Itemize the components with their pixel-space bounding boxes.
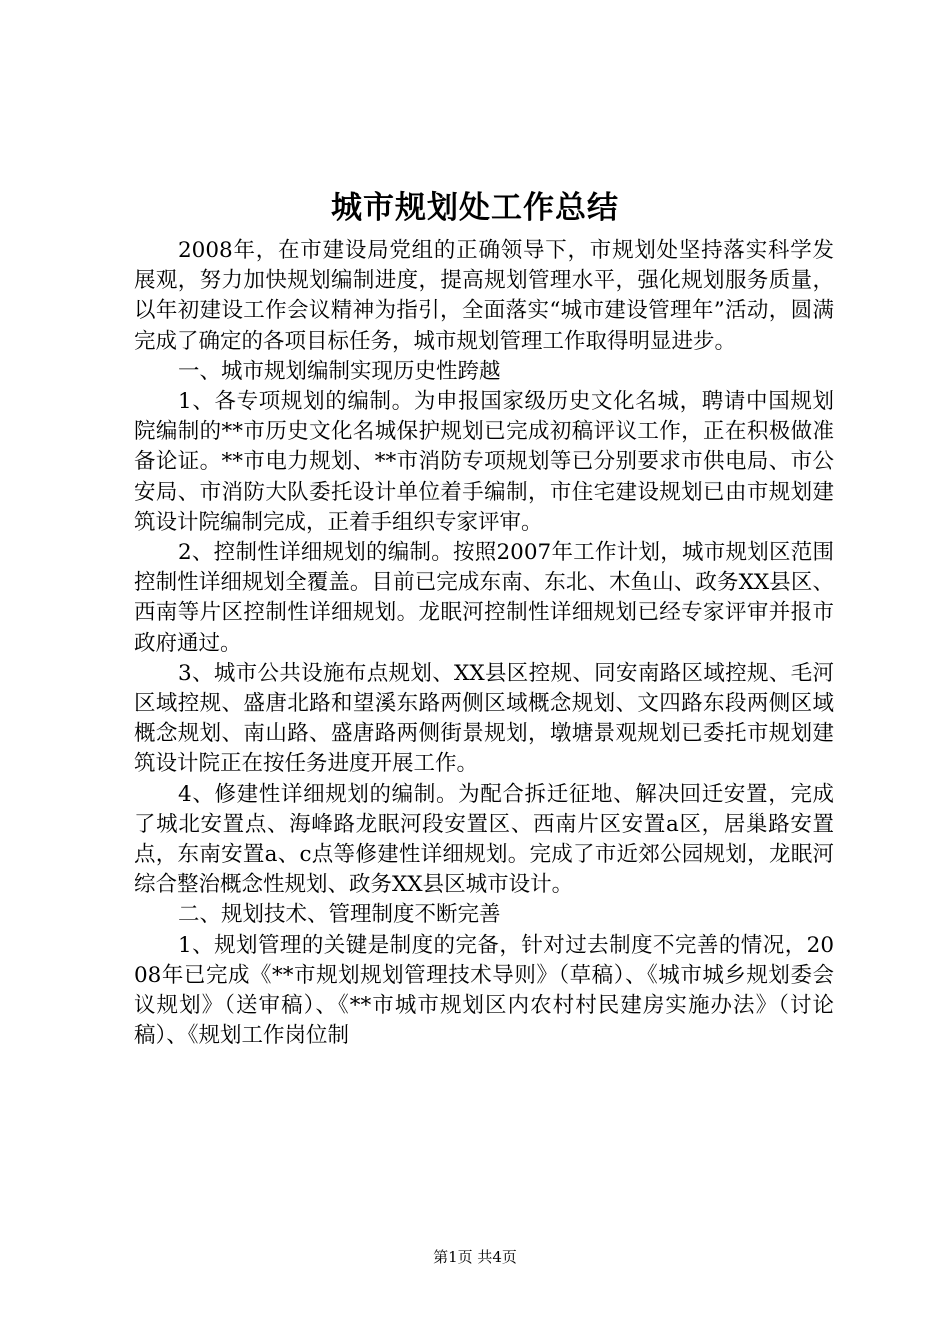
intro-paragraph: 2008年，在市建设局党组的正确领导下，市规划处坚持落实科学发展观，努力加快规划编制进度，提高规划管理水平，强化规划服务质量，以年初建设工作会议精神为指引，全面落实“城市建设管理年”活动，圆满完成了确定的各项目标任务，城市规划管理工作取得明显进步。 [134, 238, 834, 354]
paragraph-regulatory-planning: 2、控制性详细规划的编制。按照2007年工作计划，城市规划区范围控制性详细规划全覆盖。目前已完成东南、东北、木鱼山、政务XX县区、西南等片区控制性详细规划。龙眠河控制性详细规划已经专家评审并报市政府通过。 [134, 540, 834, 656]
section-heading-1: 一、城市规划编制实现历史性跨越 [178, 358, 501, 384]
paragraph-constructive-planning: 4、修建性详细规划的编制。为配合拆迁征地、解决回迁安置，完成了城北安置点、海峰路龙眠河段安置区、西南片区安置a区，居巢路安置点，东南安置a、c点等修建性详细规划。完成了市近郊公园规划，龙眠河综合整治概念性规划、政务XX县区城市设计。 [134, 781, 834, 898]
document-title: 城市规划处工作总结 [331, 190, 619, 226]
section-heading-2: 二、规划技术、管理制度不断完善 [178, 902, 501, 928]
paragraph-special-planning: 1、各专项规划的编制。为申报国家级历史文化名城，聘请中国规划院编制的**市历史文化名城保护规划已完成初稿评议工作，正在积极做准备论证。**市电力规划、**市消防专项规划等已分别要求市供电局、市公安局、市消防大队委托设计单位着手编制，市住宅建设规划已由市规划建筑设计院编制完成，正着手组织专家评审。 [134, 389, 834, 535]
page-footer: 第1页 共4页 [433, 1248, 517, 1266]
document-body [134, 236, 834, 1051]
paragraph-public-facilities: 3、城市公共设施布点规划、XX县区控规、同安南路区域控规、毛河区域控规、盛唐北路和望溪东路两侧区域概念规划、文四路东段两侧区域概念规划、南山路、盛唐路两侧街景规划，墩塘景观规划已委托市规划建筑设计院正在按任务进度开展工作。 [134, 660, 834, 777]
paragraph-management-system: 1、规划管理的关键是制度的完备，针对过去制度不完善的情况，2008年已完成《**市规划规划管理技术导则》（草稿）、《城市城乡规划委会议规划》（送审稿）、《**市城市规划区内农村村民建房实施办法》（讨论稿）、《规划工作岗位制 [134, 932, 834, 1049]
